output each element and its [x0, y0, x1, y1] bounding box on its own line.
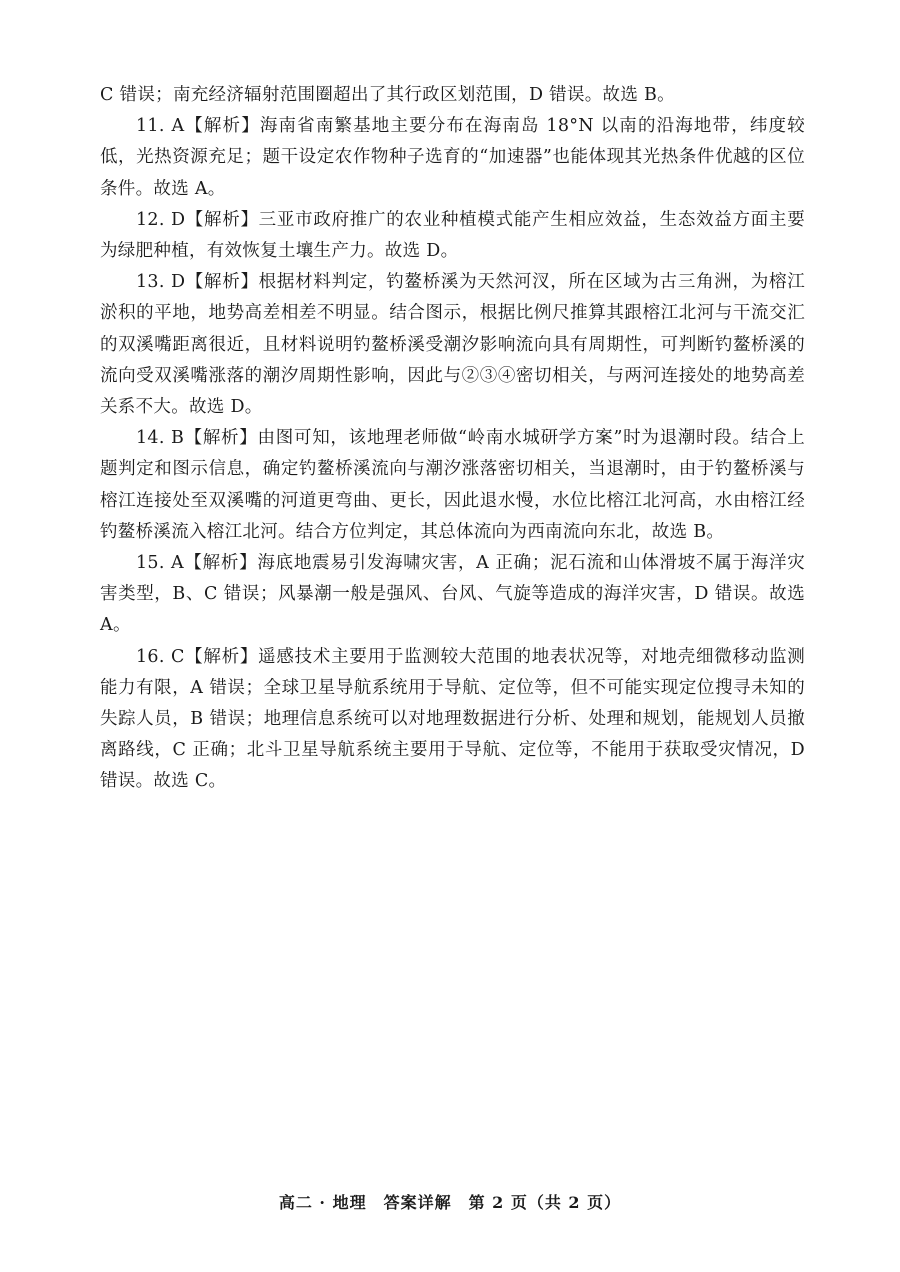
answer-15: 15. A【解析】海底地震易引发海啸灾害，A 正确；泥石流和山体滑坡不属于海洋灾害类型，B、C 错误；风暴潮一般是强风、台风、气旋等造成的海洋灾害，D 错误。故选 A。: [100, 553, 805, 636]
answer-12: 12. D【解析】三亚市政府推广的农业种植模式能产生相应效益，生态效益方面主要为绿肥种植，有效恢复土壤生产力。故选 D。: [100, 209, 805, 262]
answer-11: 11. A【解析】海南省南繁基地主要分布在海南岛 18°N 以南的沿海地带，纬度较低，光热资源充足；题干设定农作物种子选育的“加速器”也能体现其光热条件优越的区位条件。故选 A。: [100, 116, 805, 199]
continuation-paragraph: C 错误；南充经济辐射范围圈超出了其行政区划范围，D 错误。故选 B。: [100, 85, 675, 105]
answer-13: 13. D【解析】根据材料判定，钓鳌桥溪为天然河汊，所在区域为古三角洲，为榕江淤积的平地，地势高差相差不明显。结合图示，根据比例尺推算其跟榕江北河与干流交汇的双溪嘴距离很近，且材料说明钓鳌桥溪受潮汐影响流向具有周期性，可判断钓鳌桥溪的流向受双溪嘴涨落的潮汐周期性影响，因此与②③④密切相关，与两河连接处的地势高差关系不大。故选 D。: [100, 272, 805, 418]
answer-content: [100, 80, 805, 798]
page-footer: 高二 · 地理 答案详解 第 2 页（共 2 页）: [278, 1193, 622, 1212]
answer-14: 14. B【解析】由图可知，该地理老师做“岭南水城研学方案”时为退潮时段。结合上题判定和图示信息，确定钓鳌桥溪流向与潮汐涨落密切相关，当退潮时，由于钓鳌桥溪与榕江连接处至双溪嘴的河道更弯曲、更长，因此退水慢，水位比榕江北河高，水由榕江经钓鳌桥溪流入榕江北河。结合方位判定，其总体流向为西南流向东北，故选 B。: [100, 428, 805, 542]
answer-16: 16. C【解析】遥感技术主要用于监测较大范围的地表状况等，对地壳细微移动监测能力有限，A 错误；全球卫星导航系统用于导航、定位等，但不可能实现定位搜寻未知的失踪人员，B 错误；地理信息系统可以对地理数据进行分析、处理和规划，能规划人员撤离路线，C 正确；北斗卫星导航系统主要用于导航、定位等，不能用于获取受灾情况，D 错误。故选 C。: [100, 646, 805, 792]
